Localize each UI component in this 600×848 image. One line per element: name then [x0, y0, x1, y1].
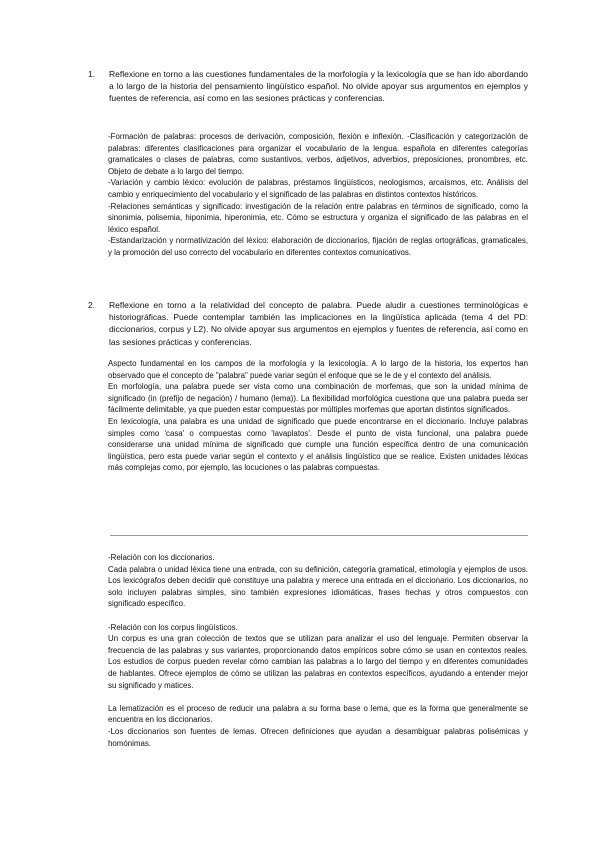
paragraph: -Estandarización y normativización del léxico: elaboración de diccionarios, fijación de reglas ortográficas, gramaticales, y la promoción del uso correcto del vocabulario en diferentes contextos comunicativos.: [108, 236, 528, 257]
paragraph: Aspecto fundamental en los campos de la morfología y la lexicología. A lo largo de la historia, los expertos han observado que el concepto de "palabra" puede variar según el enfoque que se le de y el contexto del análisis.: [108, 359, 528, 380]
horizontal-divider: [110, 535, 528, 536]
paragraph: -Los diccionarios son fuentes de lemas. Ofrecen definiciones que ayudan a desambiguar palabras polisémicas y homónimas.: [108, 726, 528, 748]
question-text: Reflexione en torno a las cuestiones fundamentales de la morfología y la lexicología que se han ido abordando a lo largo de la historia del pensamiento lingüístico español. No olvide apoyar sus argumentos en ejemplos y fuentes de referencia, así como en las sesiones prácticas y conferencias.: [109, 69, 528, 104]
paragraph: -Variación y cambio léxico: evolución de palabras, préstamos lingüísticos, neologismos, arcaísmos, etc. Análisis del cambio y enriquecimiento del vocabulario y el significado de las palabras en distintos contextos históricos.: [108, 178, 528, 199]
question-number: 1.: [88, 69, 96, 79]
question-1: [88, 68, 528, 105]
answer-2: [108, 358, 528, 474]
paragraph: La lematización es el proceso de reducir una palabra a su forma base o lema, que es la forma que generalmente se encuentra en los diccionarios.: [108, 703, 528, 725]
paragraph: -Formación de palabras: procesos de derivación, composición, flexión e inflexión. -Clasificación y categorización de palabras: diferentes clasificaciones para organizar el vocabulario de la lengua. española en diferentes categorías gramaticales o clases de palabras, como sustantivos, verbos, adjetivos, adverbios, preposiciones, pronombres, etc. Objeto de debate a lo largo del tiempo.: [108, 132, 528, 176]
paragraph: En lexicología, una palabra es una unidad de significado que puede encontrarse en el diccionario. Incluye palabras simples como 'casa' o compuestas como 'lavaplatos'. Desde el punto de vista funcional, una palabra puede considerarse una unidad mínima de significado que cumple una función específica dentro de una comunicación lingüística, pero esta puede variar según el contexto y el análisis lingüístico que se realice. Existen unidades léxicas más complejas como, por ejemplo, las locuciones o las palabras compuestas.: [108, 416, 528, 473]
paragraph: -Relaciones semánticas y significado: investigación de la relación entre palabras en términos de significado, como la sinonimia, polisemia, hiponimia, hiperonimia, etc. Cómo se estructura y organiza el significado de las palabras en el léxico español.: [108, 201, 528, 234]
question-2: [88, 299, 528, 348]
answer-1: [108, 131, 528, 259]
paragraph: Cada palabra o unidad léxica tiene una entrada, con su definición, categoría gramatical, etimología y ejemplos de usos. Los lexicógrafos deben decidir qué constituye una palabra y merece una entrada en el diccionario. Los diccionarios, no solo incluyen palabras simples, sino también expresiones idiomáticas, frases hechas y otros compuestos con significado específico.: [108, 564, 528, 609]
notes-section: [108, 552, 528, 749]
paragraph: Un corpus es una gran colección de textos que se utilizan para analizar el uso del lenguaje. Permiten observar la frecuencia de las palabras y sus variantes, proporcionando datos empíricos sobre cómo se usan en contextos reales. Los estudios de corpus pueden revelar cómo cambian las palabras a lo largo del tiempo y en diferentes comunidades de hablantes. Ofrece ejemplos de cómo se utilizan las palabras en contextos específicos, ayudando a entender mejor su significado y matices.: [108, 634, 528, 690]
section-heading: -Relación con los diccionarios.: [108, 553, 215, 562]
section-heading: -Relación con los corpus lingüísticos.: [108, 622, 238, 632]
question-number: 2.: [88, 300, 96, 310]
paragraph: En morfología, una palabra puede ser vista como una combinación de morfemas, que son la unidad mínima de significado (in (prefijo de negación) / humano (lema)). La flexibilidad morfológica cuestiona que una palabra pueda ser fácilmente delimitable, ya que pueden estar compuestas por múltiples morfemas que aportan distintos significados.: [108, 382, 528, 415]
question-text: Reflexione en torno a la relatividad del concepto de palabra. Puede aludir a cuestiones terminológicas e historiográficas. Puede contemplar también las implicaciones en la lingüística aplicada (tema 4 del PD: diccionarios, corpus y L2). No olvide apoyar sus argumentos en ejemplos y fuentes de referencia, así como en las sesiones prácticas y conferencias.: [109, 300, 528, 347]
